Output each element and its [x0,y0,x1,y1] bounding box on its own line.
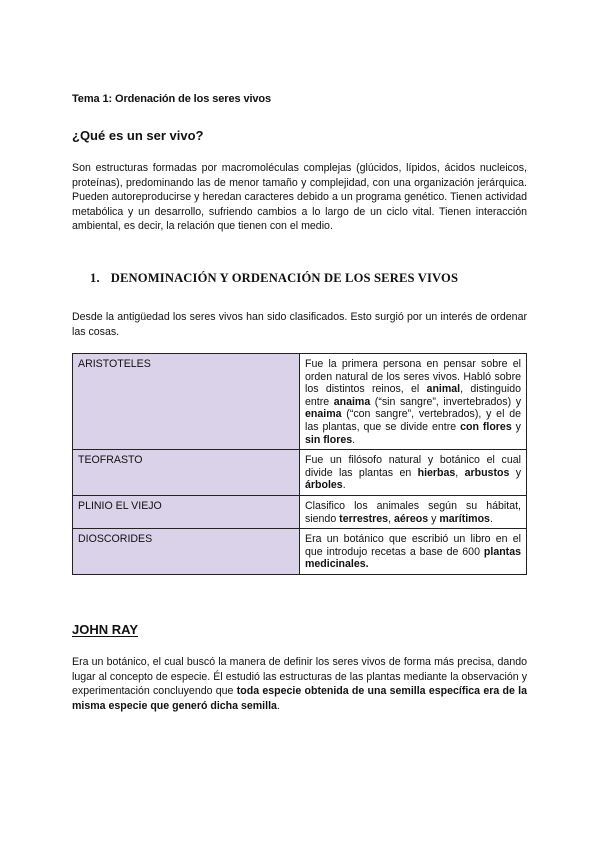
table-row [73,450,527,496]
intro-paragraph: Son estructuras formadas por macromoléculas complejas (glúcidos, lípidos, ácidos nucleicos, proteínas), predominando las de menor tamaño y complejidad, con una organización jerárquica. Pueden autoreproducirse y heredan caracteres debido a un programa genético. Tienen actividad metabólica y un desarrollo, sufriendo cambios a lo largo de un ciclo vital. Tienen interacción ambiental, es decir, la relación que tienen con el medio. [72,162,527,233]
john-ray-heading: JOHN RAY [72,622,138,637]
classifier-name: ARISTOTELES [73,354,300,450]
table-row [73,495,527,528]
classification-paragraph: Desde la antigüedad los seres vivos han sido clasificados. Esto surgió por un interés de ordenar las cosas. [72,311,527,338]
section-heading [90,271,458,286]
classifier-name: TEOFRASTO [73,450,300,496]
classifier-name: PLINIO EL VIEJO [73,495,300,528]
question-heading: ¿Qué es un ser vivo? [72,128,204,143]
classifier-description: Clasifico los animales según su hábitat, siendo terrestres, aéreos y marítimos. [300,495,527,528]
section-title: DENOMINACIÓN Y ORDENACIÓN DE LOS SERES VIVOS [110,271,459,285]
john-ray-paragraph: Era un botánico, el cual buscó la manera de definir los seres vivos de forma más precisa, dando lugar al concepto de especie. Él estudió las estructuras de las plantas mediante la observación y experimentación concluyendo que toda especie obtenida de una semilla específica era de la misma especie que generó dicha semilla. [72,656,527,712]
topic-title: Tema 1: Ordenación de los seres vivos [72,93,272,105]
classifier-name: DIOSCORIDES [73,529,300,575]
classifiers-table [72,353,527,575]
classifier-description: Fue un filósofo natural y botánico el cual divide las plantas en hierbas, arbustos y árboles. [300,450,527,496]
classifier-description: Era un botánico que escribió un libro en el que introdujo recetas a base de 600 plantas medicinales. [300,529,527,575]
table-row [73,354,527,450]
classifier-description: Fue la primera persona en pensar sobre el orden natural de los seres vivos. Habló sobre los distintos reinos, el animal, distinguido entre anaima (“sin sangre”, invertebrados) y enaima (“con sangre”, vertebrados), y el de las plantas, que se divide entre con flores y sin flores. [300,354,527,450]
table-row [73,529,527,575]
section-number: 1. [90,271,100,285]
